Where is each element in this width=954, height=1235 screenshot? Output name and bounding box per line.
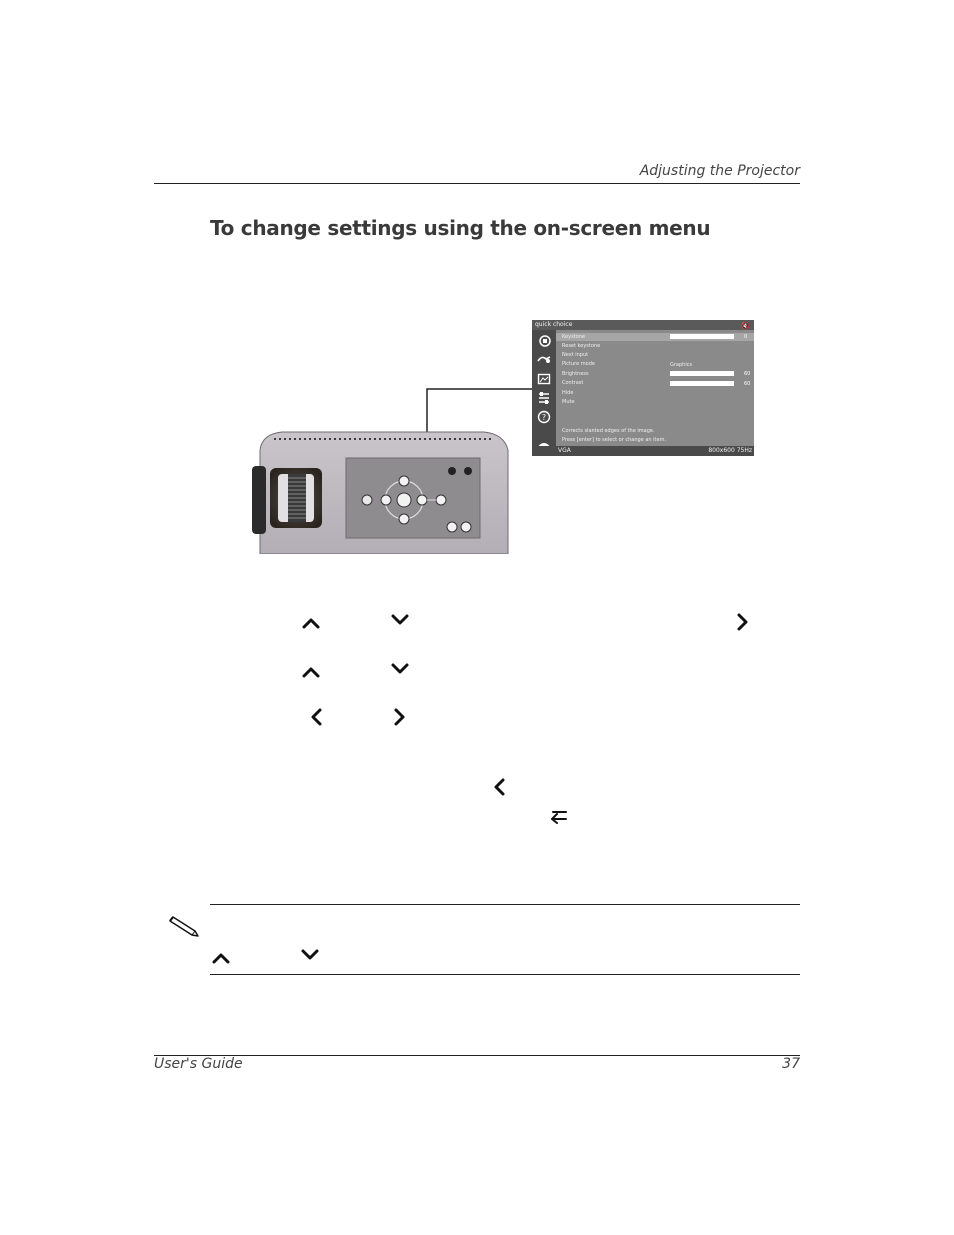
contrast-bar bbox=[670, 381, 734, 386]
input-icon bbox=[537, 352, 551, 366]
page-title: To change settings using the on-screen menu bbox=[210, 216, 711, 240]
back-arrow-icon bbox=[549, 808, 569, 824]
up-arrow-icon bbox=[299, 611, 323, 635]
down-arrow-icon bbox=[298, 942, 322, 966]
brightness-value: 60 bbox=[744, 371, 751, 377]
page-number: 37 bbox=[782, 1056, 800, 1072]
left-arrow-icon bbox=[305, 705, 329, 729]
picture-icon bbox=[537, 372, 551, 386]
osd-speaker-icon: 🔇 bbox=[741, 322, 750, 330]
setup-icon bbox=[537, 391, 551, 405]
left-arrow-icon bbox=[488, 775, 512, 799]
osd-item: Brightness bbox=[562, 371, 589, 377]
osd-title: quick choice bbox=[535, 321, 573, 328]
quick-choice-icon bbox=[537, 334, 551, 348]
osd-item: Reset keystone bbox=[562, 343, 601, 349]
picture-mode-value: Graphics bbox=[670, 362, 693, 368]
note-top-rule bbox=[210, 904, 800, 905]
up-arrow-icon bbox=[209, 946, 233, 970]
osd-status-bar bbox=[532, 446, 754, 456]
footer-guide-title: User's Guide bbox=[154, 1056, 243, 1072]
down-arrow-icon bbox=[388, 607, 412, 631]
osd-help-line: Corrects slanted edges of the image. bbox=[562, 428, 655, 434]
brightness-bar bbox=[670, 371, 734, 376]
osd-item: Picture mode bbox=[562, 361, 595, 367]
osd-item: Keystone bbox=[562, 334, 585, 340]
down-arrow-icon bbox=[388, 656, 412, 680]
keystone-value: 0 bbox=[744, 334, 748, 340]
pencil-note-icon bbox=[166, 913, 202, 939]
contrast-value: 60 bbox=[744, 381, 751, 387]
osd-title-bar bbox=[532, 320, 754, 330]
header-rule bbox=[154, 183, 800, 184]
running-header: Adjusting the Projector bbox=[639, 163, 800, 179]
right-arrow-icon bbox=[387, 705, 411, 729]
osd-item: Hide bbox=[562, 390, 574, 396]
up-arrow-icon bbox=[299, 660, 323, 684]
osd-icon-column bbox=[532, 330, 556, 456]
svg-text:?: ? bbox=[541, 413, 547, 422]
osd-item: Contrast bbox=[562, 380, 584, 386]
footer-rule bbox=[154, 1055, 800, 1056]
right-arrow-icon bbox=[730, 610, 754, 634]
projector-illustration bbox=[252, 430, 512, 554]
keystone-bar bbox=[670, 334, 734, 339]
note-bottom-rule bbox=[210, 974, 800, 975]
osd-resolution: 800x600 75Hz bbox=[708, 447, 752, 454]
osd-item: Next input bbox=[562, 352, 589, 358]
osd-source: VGA bbox=[558, 447, 571, 454]
on-screen-menu bbox=[532, 320, 754, 456]
osd-item: Mute bbox=[562, 399, 575, 405]
osd-help-line: Press [enter] to select or change an item. bbox=[562, 437, 667, 443]
help-icon bbox=[537, 410, 551, 424]
